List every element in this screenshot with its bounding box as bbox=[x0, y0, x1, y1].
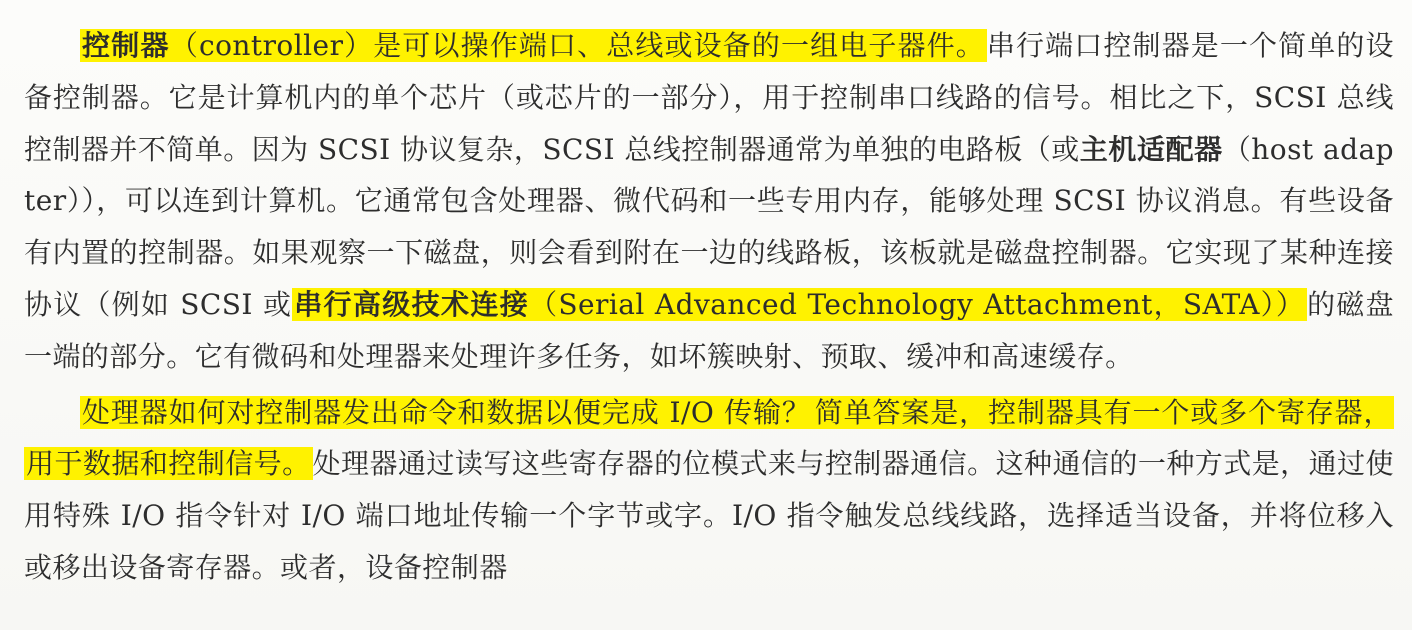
term-controller: 控制器 bbox=[82, 29, 170, 62]
body-text: 串行端口控制器是一个简单的设备控制器。它是计算机内的单个芯片（或芯片的一部分），用于控制串口线路的信号。相比之下，SCSI 总线控制器并不简单。因为 SCSI 协议复杂，SCSI 总线控制器通常为单独的电路板（或 bbox=[24, 29, 1394, 166]
text-block bbox=[24, 20, 1394, 594]
body-text: 处理器通过读写这些寄存器的位模式来与控制器通信。这种通信的一种方式是，通过使用特殊 I/O 指令针对 I/O 端口地址传输一个字节或字。I/O 指令触发总线线路，选择适当设备，并将位移入或移出设备寄存器。或者，设备控制器 bbox=[24, 447, 1394, 584]
sata-expansion-text: （Serial Advanced Technology Attachment，SATA）） bbox=[529, 287, 1306, 321]
highlight-sata bbox=[292, 288, 1307, 321]
term-sata: 串行高级技术连接 bbox=[294, 287, 530, 321]
body-text: （host adapter）），可以连到计算机。它通常包含处理器、微代码和一些专用内存，能够处理 SCSI 协议消息。有些设备有内置的控制器。如果观察一下磁盘，则会看到附在一边的线路板，该板就是磁盘控制器。它实现了某种连接协议（例如 SCSI 或 bbox=[24, 132, 1394, 321]
highlight-answer: 简单答案是，控制器具有一个或多个寄存器，用于数据和控制信号。 bbox=[26, 395, 1392, 481]
controller-definition-text: （controller）是可以操作端口、总线或设备的一组电子器件。 bbox=[169, 29, 985, 62]
highlight-question: 处理器如何对控制器发出命令和数据以便完成 I/O 传输？ bbox=[82, 395, 811, 429]
paragraph-controller bbox=[24, 20, 1394, 383]
body-text: 的磁盘一端的部分。它有微码和处理器来处理许多任务，如坏簇映射、预取、缓冲和高速缓存。 bbox=[24, 287, 1394, 373]
highlight-controller-definition bbox=[80, 29, 987, 62]
paragraph-registers bbox=[24, 387, 1394, 594]
term-host-adapter: 主机适配器 bbox=[1079, 132, 1223, 166]
